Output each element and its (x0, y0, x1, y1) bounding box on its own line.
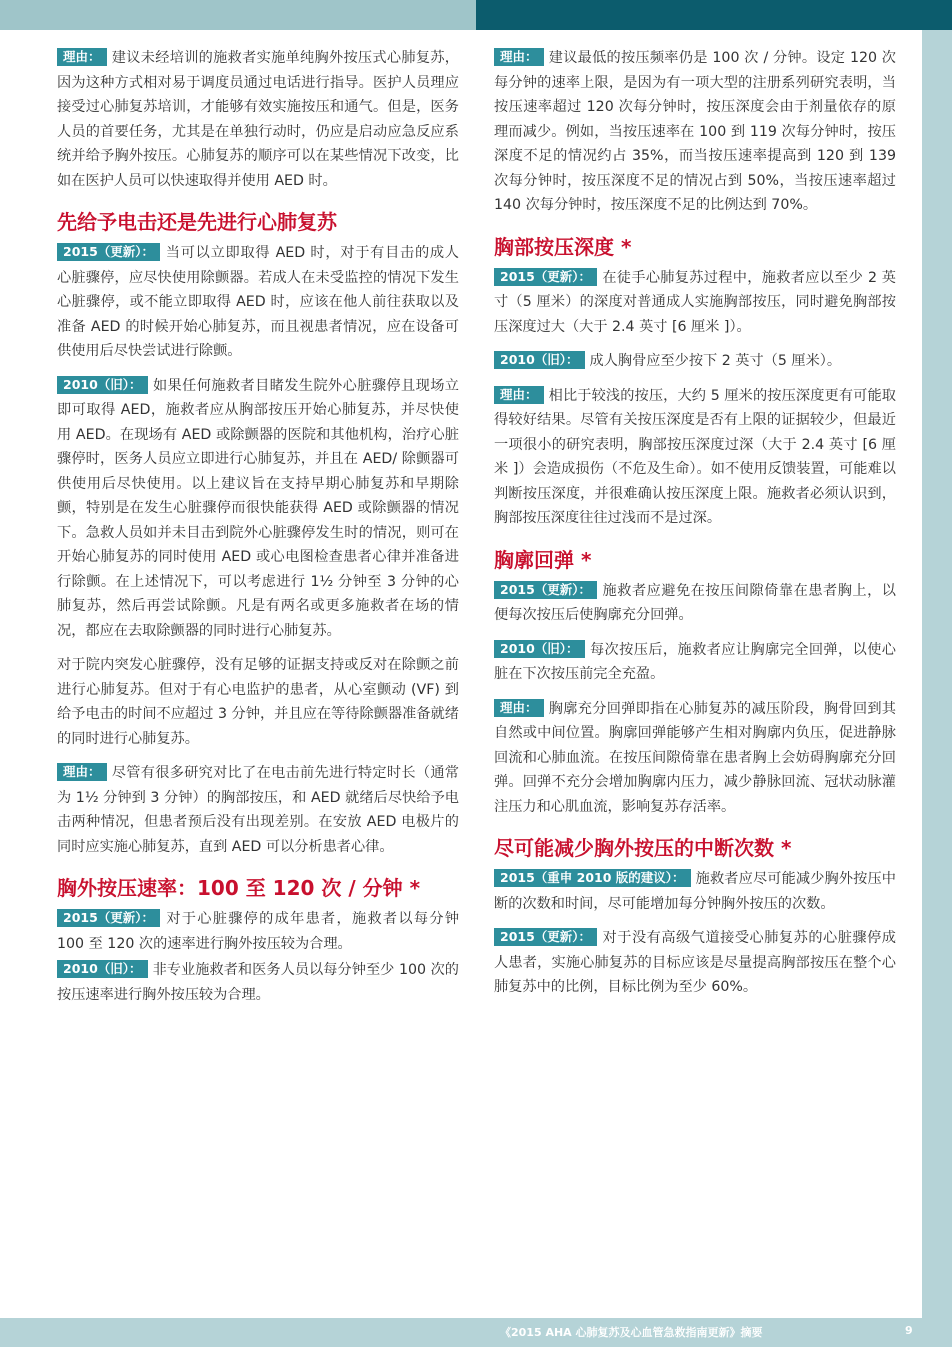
old-2010-tag: 2010（旧）： (494, 640, 585, 658)
old-2010-paragraph (57, 958, 459, 1007)
paragraph-text: 建议未经培训的施救者实施单纯胸外按压式心肺复苏，因为这种方式相对易于调度员通过电话进行指导。医护人员理应接受过心肺复苏培训，才能够有效实施按压和通气。但是，医务人员的首要任务，尤其是在单独行动时，仍应是启动应急反应系统并给予胸外按压。心肺复苏的顺序可以在某些情况下改变，比如在医护人员可以快速取得并使用 AED 时。 (57, 50, 459, 189)
footer-band (0, 1318, 952, 1347)
old-2010-paragraph (494, 638, 896, 687)
header-band-light (0, 0, 476, 30)
rationale-tag: 理由： (57, 763, 107, 781)
rationale-tag: 理由： (494, 386, 544, 404)
update-2015-paragraph (57, 241, 459, 364)
old-2010-tag: 2010（旧）： (494, 351, 585, 369)
paragraph-text: 非专业施救者和医务人员以每分钟至少 100 次的按压速率进行胸外按压较为合理。 (57, 962, 459, 1003)
paragraph-text: 施救者应避免在按压间隙倚靠在患者胸上，以便每次按压后使胸廓充分回弹。 (494, 582, 896, 623)
paragraph-text: 当可以立即取得 AED 时，对于有目击的成人心脏骤停，应尽快使用除颤器。若成人在未受监控的情况下发生心脏骤停，或不能立即取得 AED 时，应该在他人前往获取以及准备 AED 的时候开始心肺复苏，而且视患者情况，应在设备可供使用后尽快尝试进行除颤。 (57, 245, 459, 359)
paragraph-text: 相比于较浅的按压，大约 5 厘米的按压深度更有可能取得较好结果。尽管有关按压深度是否有上限的证据较少，但最近一项很小的研究表明，胸部按压深度过深（大于 2.4 英寸 [6 厘米 ]）会造成损伤（不危及生命）。如不使用反馈装置，可能难以判断按压深度，并很难确认按压深度上限。施救者必须认识到，胸部按压深度往往过浅而不是过深。 (494, 387, 896, 526)
paragraph-text: 胸廓充分回弹即指在心肺复苏的减压阶段，胸骨回到其自然或中间位置。胸廓回弹能够产生相对胸廓内负压，促进静脉回流和心肺血流。在按压间隙倚靠在患者胸上会妨碍胸廓充分回弹。回弹不充分会增加胸廓内压力，减少静脉回流、冠状动脉灌注压力和心肌血流，影响复苏存活率。 (494, 700, 896, 815)
paragraph-text: 建议最低的按压频率仍是 100 次 / 分钟。设定 120 次每分钟的速率上限，是因为有一项大型的注册系列研究表明，当按压速率超过 120 次每分钟时，按压深度会由于剂量依存的原理而减少。例如，当按压速率在 100 到 119 次每分钟时，按压深度不足的情况约占 35%，而当按压速率提高到 120 到 139 次每分钟时，按压深度不足的情况占到 50%，当按压速率超过 140 次每分钟时，按压深度不足的比例达到 70%。 (494, 50, 896, 213)
section-heading-compression-depth: 胸部按压深度 * (494, 234, 632, 259)
rationale-paragraph (494, 46, 896, 218)
rationale-paragraph (57, 761, 459, 859)
reaffirm-2015-paragraph (494, 867, 896, 916)
update-2015-paragraph (494, 926, 896, 1000)
paragraph-text: 施救者应尽可能减少胸外按压中断的次数和时间，尽可能增加每分钟胸外按压的次数。 (494, 871, 896, 912)
paragraph-text: 尽管有很多研究对比了在电击前先进行特定时长（通常为 1½ 分钟到 3 分钟）的胸部按压，和 AED 就绪后尽快给予电击两种情况，但患者预后没有出现差别。在安放 AED 电极片的同时应实施心肺复苏，直到 AED 可以分析患者心律。 (57, 765, 459, 855)
rationale-paragraph (494, 384, 896, 531)
update-2015-paragraph (57, 907, 459, 956)
update-2015-tag: 2015（更新）： (57, 909, 160, 927)
section-heading-compression-rate: 胸外按压速率：100 至 120 次 / 分钟 * (57, 876, 421, 900)
section-heading-minimize-interruptions: 尽可能减少胸外按压的中断次数 * (494, 836, 792, 860)
rationale-paragraph (57, 46, 459, 193)
old-2010-paragraph (57, 374, 459, 644)
rationale-paragraph (494, 697, 896, 820)
paragraph-text: 在徒手心肺复苏过程中，施救者应以至少 2 英寸（5 厘米）的深度对普通成人实施胸部按压，同时避免胸部按压深度过大（大于 2.4 英寸 [6 厘米 ]）。 (494, 269, 896, 335)
paragraph-text: 对于没有高级气道接受心肺复苏的心脏骤停成人患者，实施心肺复苏的目标应该是尽量提高胸部按压在整个心肺复苏中的比例，目标比例为至少 60%。 (494, 930, 896, 995)
paragraph-text: 如果任何施救者目睹发生院外心脏骤停且现场立即可取得 AED，施救者应从胸部按压开始心肺复苏，并尽快使用 AED。在现场有 AED 或除颤器的医院和其他机构，治疗心脏骤停时，医务人员应立即进行心肺复苏，并且在 AED/ 除颤器可供使用后尽快使用。以上建议旨在支持早期心肺复苏和早期除颤，特别是在发生心脏骤停而很快能获得 AED 或除颤器的情况下。急救人员如并未目击到院外心脏骤停发生时的情况，则可在开始心肺复苏的同时使用 AED 或心电图检查患者心律并准备进行除颤。在上述情况下，可以考虑进行 1½ 分钟至 3 分钟的心肺复苏，然后再尝试除颤。凡是有两名或更多施救者在场的情况，都应在去取除颤器的同时进行心肺复苏。 (57, 377, 459, 639)
update-2015-tag: 2015（更新）： (494, 581, 597, 599)
paragraph-text: 每次按压后，施救者应让胸廓完全回弹，以使心脏在下次按压前完全充盈。 (494, 641, 896, 682)
in-hospital-paragraph: 对于院内突发心脏骤停，没有足够的证据支持或反对在除颤之前进行心肺复苏。但对于有心电监护的患者，从心室颤动 (VF) 到给予电击的时间不应超过 3 分钟，并且应在等待除颤器准备就绪的同时进行心肺复苏。 (57, 657, 459, 747)
side-strip (922, 30, 952, 1318)
section-heading-chest-recoil: 胸廓回弹 * (494, 547, 592, 572)
section-heading-shock-first: 先给予电击还是先进行心肺复苏 (57, 210, 337, 234)
old-2010-paragraph (494, 349, 896, 374)
update-2015-tag: 2015（更新）： (494, 928, 597, 946)
update-2015-paragraph (494, 266, 896, 340)
footer-title: 《2015 AHA 心肺复苏及心血管急救指南更新》摘要 (500, 1326, 763, 1339)
old-2010-tag: 2010（旧）： (57, 376, 148, 394)
update-2015-tag: 2015（更新）： (57, 243, 160, 261)
header-band-dark (476, 0, 952, 30)
update-2015-tag: 2015（更新）： (494, 268, 597, 286)
rationale-tag: 理由： (494, 699, 544, 717)
right-column (494, 46, 896, 1000)
left-column (57, 46, 459, 1007)
paragraph-text: 成人胸骨应至少按下 2 英寸（5 厘米）。 (589, 353, 842, 369)
paragraph-text: 对于心脏骤停的成年患者，施救者以每分钟 100 至 120 次的速率进行胸外按压较为合理。 (57, 911, 459, 952)
update-2015-paragraph (494, 579, 896, 628)
rationale-tag: 理由： (494, 48, 544, 66)
reaffirm-2015-tag: 2015（重申 2010 版的建议）： (494, 869, 691, 887)
page-number: 9 (905, 1324, 913, 1337)
rationale-tag: 理由： (57, 48, 107, 66)
old-2010-tag: 2010（旧）： (57, 960, 148, 978)
